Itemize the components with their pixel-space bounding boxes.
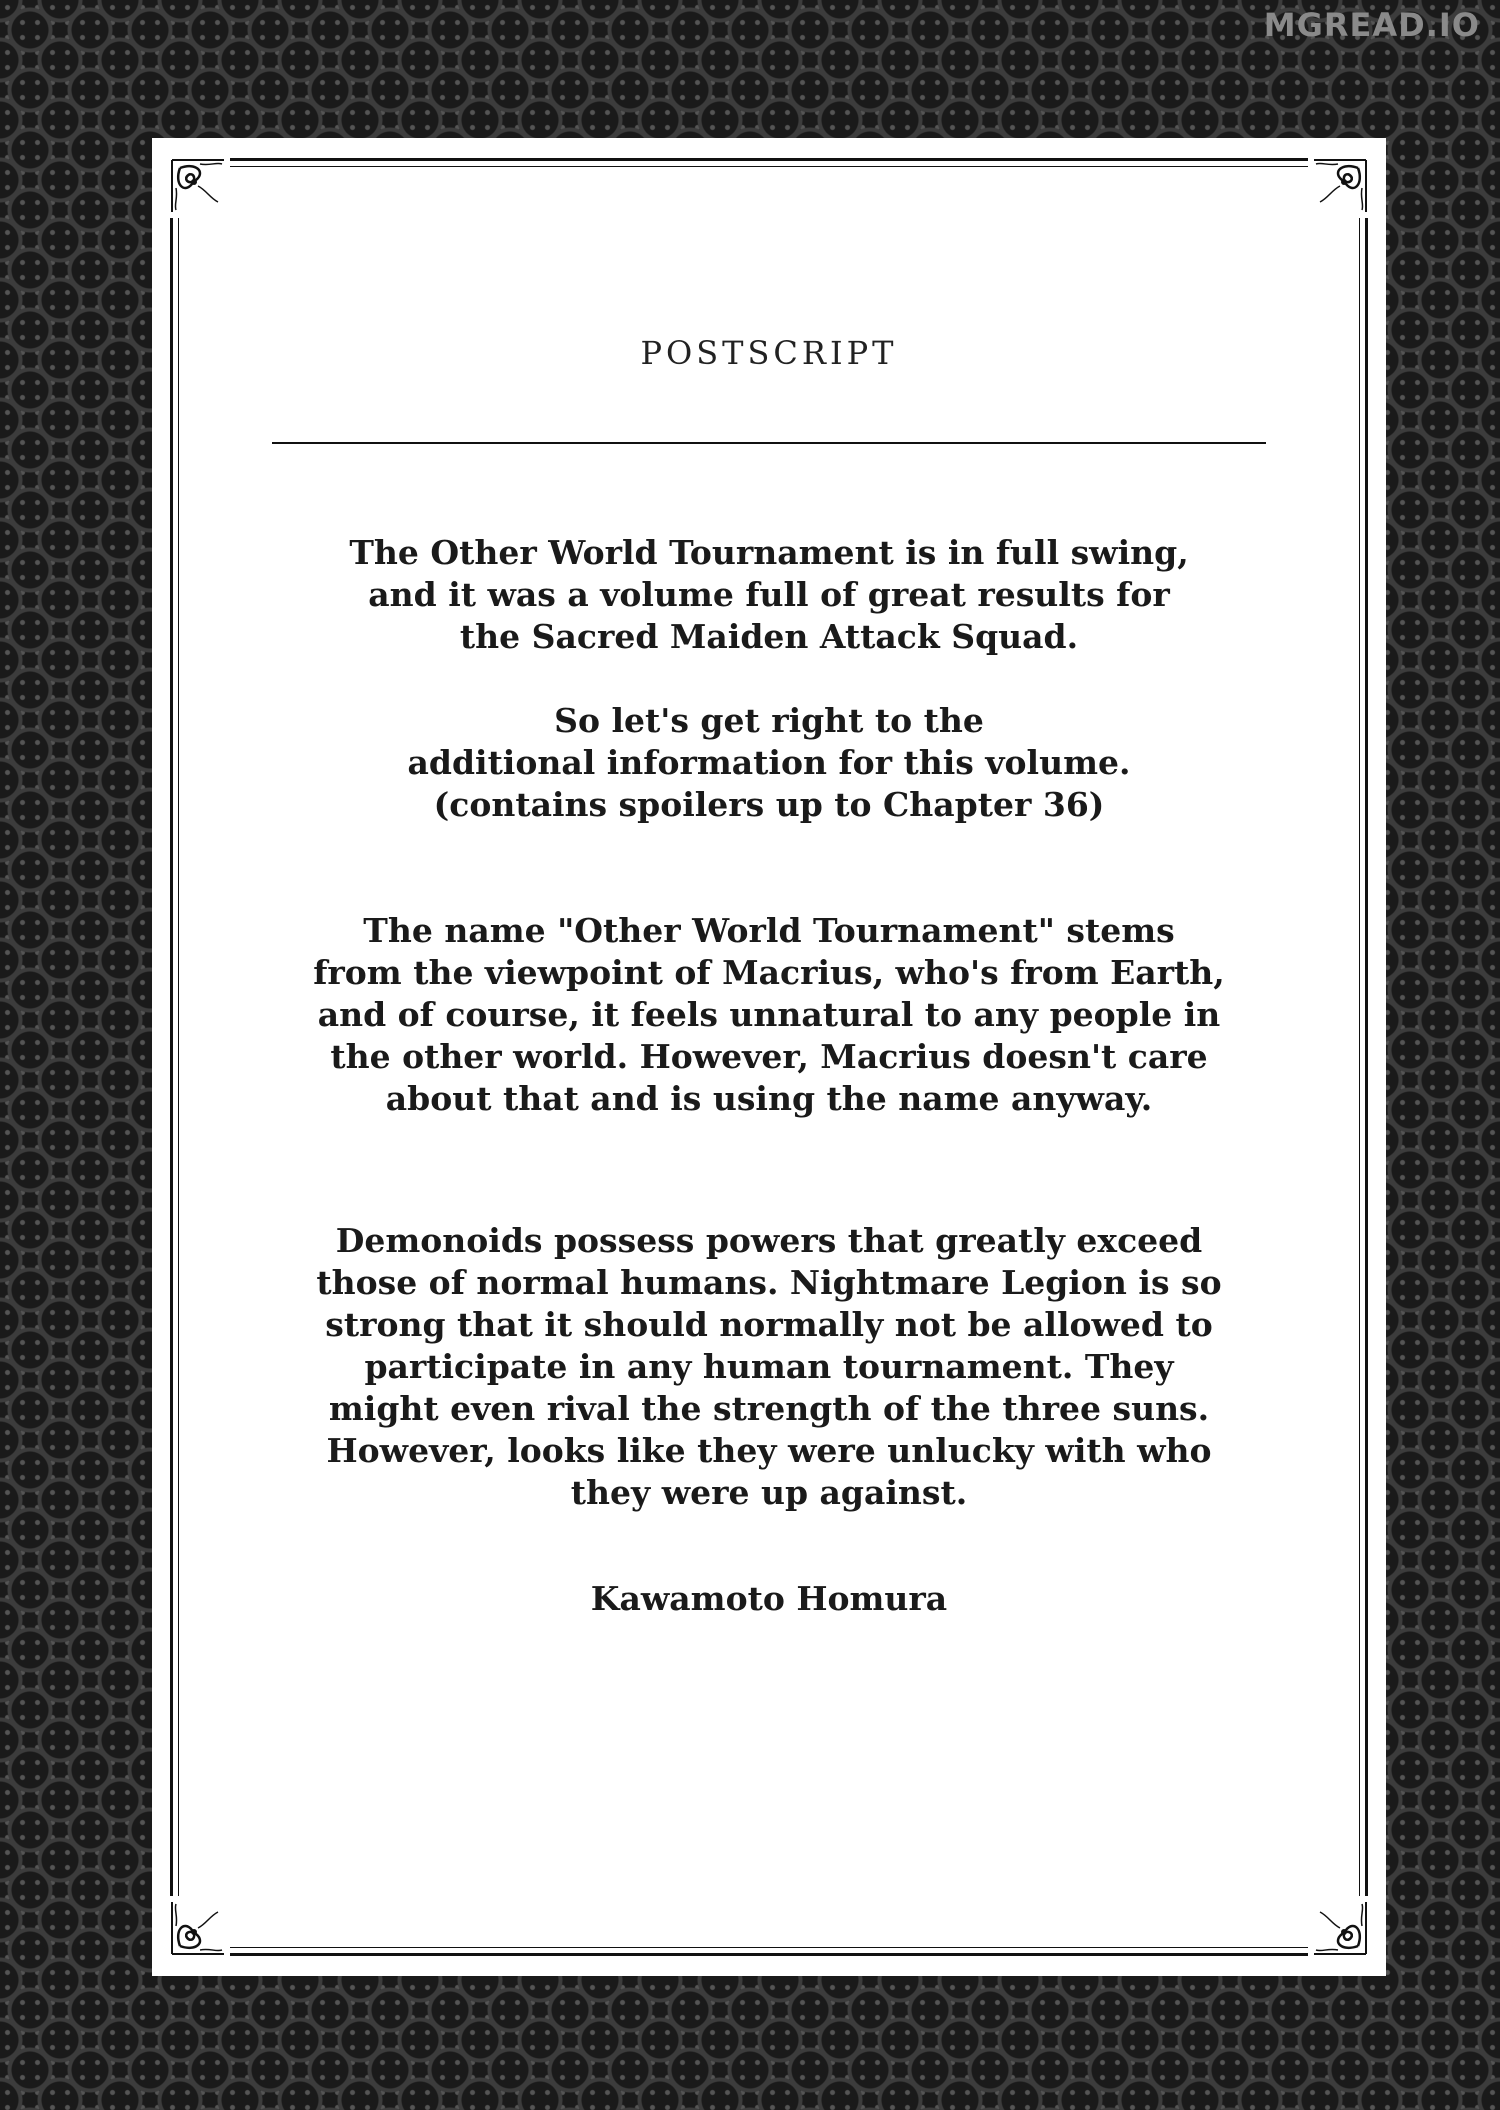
site-watermark: MGREAD.IO <box>1263 6 1480 44</box>
author-signature: Kawamoto Homura <box>590 1579 948 1618</box>
paragraph-additional-info: So let's get right to the additional information for this volume. (contains spoilers up to Chapter 36) <box>407 701 1131 824</box>
corner-ornament-icon <box>166 1896 230 1960</box>
title-divider <box>272 442 1266 444</box>
corner-ornament-icon <box>1308 154 1372 218</box>
page-title: POSTSCRIPT <box>640 334 898 372</box>
corner-ornament-icon <box>166 154 230 218</box>
paragraph-intro: The Other World Tournament is in full swing, and it was a volume full of great results for the Sacred Maiden Attack Squad. <box>349 533 1189 656</box>
corner-ornament-icon <box>1308 1896 1372 1960</box>
postscript-page <box>152 138 1386 1976</box>
paragraph-demonoids: Demonoids possess powers that greatly exceed those of normal humans. Nightmare Legion is so strong that it should normally not be allowed to participate in any human tournament. They might even rival the strength of the three suns. However, looks like they were unlucky with who they were up against. <box>316 1221 1222 1512</box>
paragraph-tournament-name: The name "Other World Tournament" stems from the viewpoint of Macrius, who's from Earth, and of course, it feels unnatural to any people in the other world. However, Macrius doesn't care about that and is using the name anyway. <box>313 911 1225 1118</box>
